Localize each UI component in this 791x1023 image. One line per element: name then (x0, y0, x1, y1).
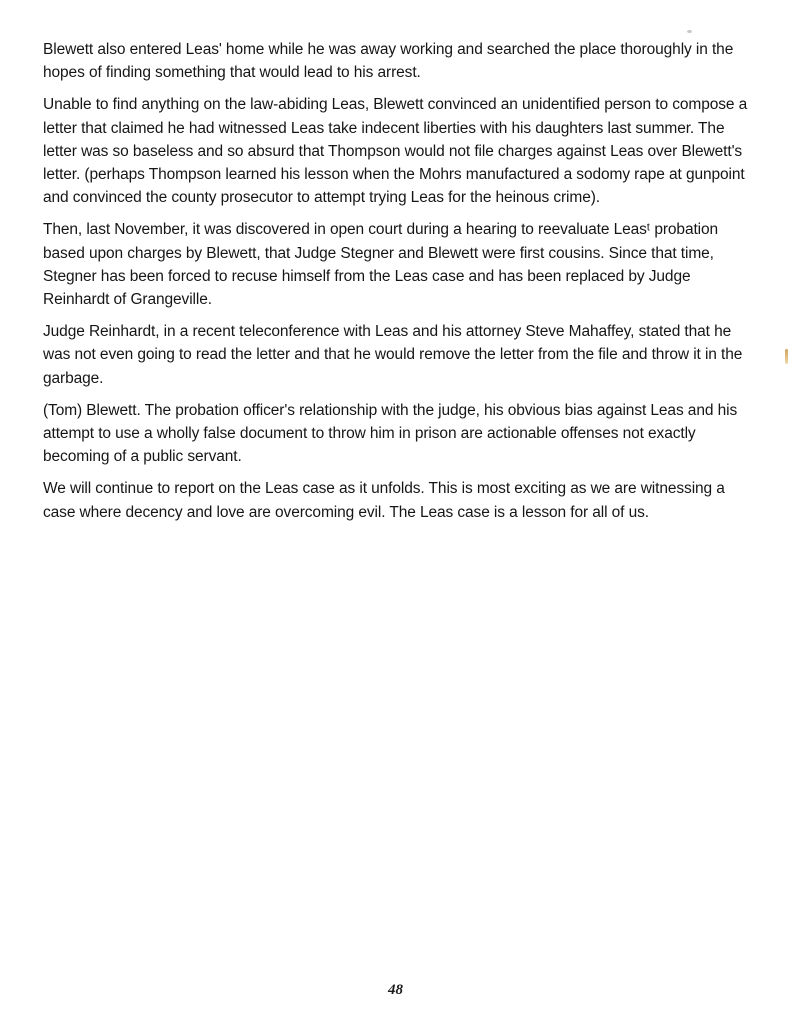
paragraph-letter-composed: Unable to find anything on the law-abiding Leas, Blewett convinced an unidentified person to compose a letter that claimed he had witnessed Leas take indecent liberties with his daughters last summer. The letter was so baseless and so absurd that Thompson would not file charges against Leas over Blewett's letter. (perhaps Thompson learned his lesson when the Mohrs manufactured a sodomy rape at gunpoint and convinced the county prosecutor to attempt trying Leas for the heinous crime). (43, 96, 748, 207)
scan-edge-mark-artifact (785, 349, 788, 364)
paragraph-probation-officer-bias: (Tom) Blewett. The probation officer's relationship with the judge, his obvious bias against Leas and his attempt to use a wholly false document to throw him in prison are actionable offenses not exactly becoming of a public servant. (43, 401, 738, 466)
page-number: 48 (388, 982, 403, 998)
document-body (43, 38, 755, 533)
paragraph-blewett-entered-home: Blewett also entered Leas' home while he was away working and searched the place thoroughly in the hopes of finding something that would lead to his arrest. (43, 41, 734, 82)
paragraph-judge-stegner-cousins: Then, last November, it was discovered in open court during a hearing to reevaluate Leasᵗ probation based upon charges by Blewett, that Judge Stegner and Blewett were first cousins. Since that time, Stegner has been forced to recuse himself from the Leas case and has been replaced by Judge Reinhardt of Grangeville. (43, 221, 719, 309)
scan-speck-artifact (687, 30, 692, 33)
paragraph-judge-reinhardt-teleconference: Judge Reinhardt, in a recent teleconference with Leas and his attorney Steve Mahaffey, stated that he was not even going to read the letter and that he would remove the letter from the file and throw it in the garbage. (43, 323, 743, 387)
paragraph-continue-report: We will continue to report on the Leas case as it unfolds. This is most exciting as we are witnessing a case where decency and love are overcoming evil. The Leas case is a lesson for all of us. (43, 480, 725, 521)
